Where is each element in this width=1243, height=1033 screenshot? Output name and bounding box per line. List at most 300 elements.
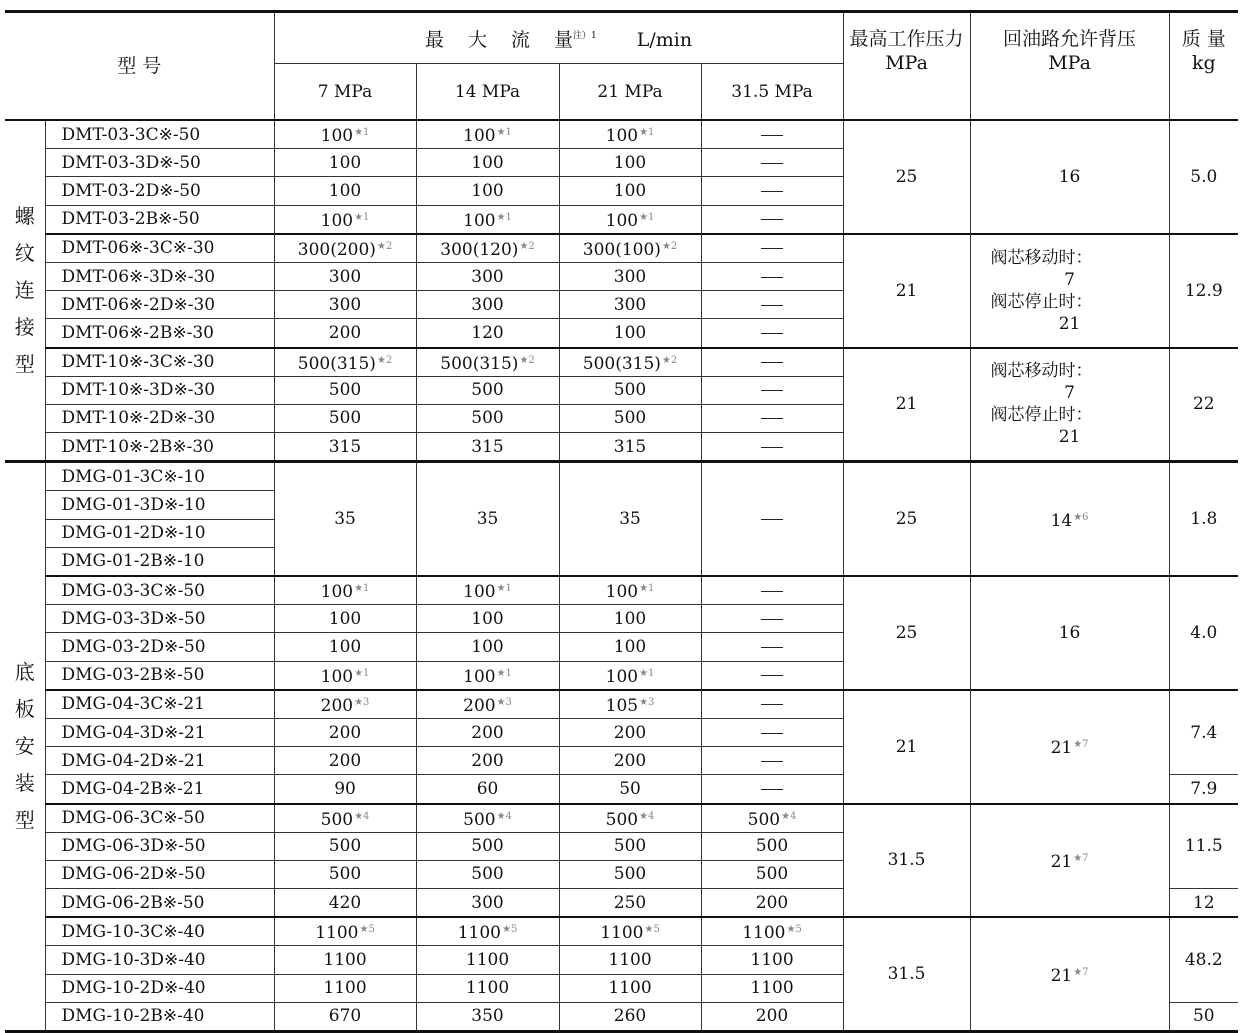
flow-cell <box>416 120 559 149</box>
flow-cell <box>701 234 843 263</box>
flow-cell <box>701 889 843 918</box>
flow-value: 300(200) <box>297 239 376 260</box>
category-threaded <box>5 120 45 462</box>
model-cell: DMT-06※-3D※-30 <box>45 262 274 290</box>
footnote-star: ★1 <box>354 127 370 139</box>
model-cell: DMG-01-3D※-10 <box>45 491 274 519</box>
footnote-star: ★4 <box>639 810 655 822</box>
flow-value: 1100 <box>465 978 510 999</box>
flow-cell <box>416 319 559 348</box>
footnote-star: ★7 <box>1073 852 1089 864</box>
flow-cell <box>559 832 701 860</box>
mass-cell: 22 <box>1169 348 1238 462</box>
flow-value: 500 <box>613 408 647 429</box>
flow-value: 100 <box>463 126 496 147</box>
flow-cell <box>416 205 559 234</box>
flow-value: 100 <box>613 322 647 343</box>
model-cell: DMG-06-3D※-50 <box>45 832 274 860</box>
footnote-star: ★4 <box>781 810 797 822</box>
model-cell: DMT-10※-3C※-30 <box>45 348 274 377</box>
footnote-star: ★5 <box>359 924 375 936</box>
header-mass: 质 量 kg <box>1169 12 1238 121</box>
back-pressure-line: 阀芯移动时： <box>990 247 1093 268</box>
table-row <box>5 462 1238 491</box>
flow-value: 1100 <box>323 978 367 999</box>
flow-value: 500 <box>613 836 647 857</box>
flow-value: 670 <box>328 1006 362 1027</box>
flow-cell <box>416 860 559 888</box>
flow-cell <box>559 149 701 177</box>
back-pressure-cell <box>970 917 1169 1031</box>
flow-value: 315 <box>328 436 362 457</box>
model-cell: DMG-04-3D※-21 <box>45 718 274 746</box>
footnote-star: ★1 <box>354 211 370 223</box>
category-char: 安 <box>14 734 35 759</box>
footnote-star: ★2 <box>376 354 393 366</box>
flow-cell <box>701 177 843 205</box>
dash-mark <box>761 591 783 592</box>
category-char: 装 <box>14 771 35 796</box>
flow-value: 100 <box>320 666 354 687</box>
dash-mark <box>761 305 783 306</box>
flow-cell <box>274 149 416 177</box>
flow-cell <box>416 889 559 918</box>
flow-value: 500 <box>463 809 496 830</box>
flow-value: 100 <box>328 608 362 629</box>
model-cell: DMT-10※-2B※-30 <box>45 433 274 462</box>
flow-cell <box>416 1002 559 1031</box>
flow-value: 100 <box>605 666 639 687</box>
max-pressure-cell: 31.5 <box>843 804 970 918</box>
flow-cell <box>274 262 416 290</box>
flow-cell <box>559 889 701 918</box>
flow-value: 250 <box>613 892 647 913</box>
flow-value: 500 <box>605 809 639 830</box>
dash-mark <box>761 135 783 136</box>
flow-value: 100 <box>463 210 496 231</box>
flow-value: 100 <box>613 152 647 173</box>
back-pressure-value: 21 <box>1050 965 1073 986</box>
flow-cell <box>701 576 843 605</box>
flow-cell <box>274 576 416 605</box>
category-char: 纹 <box>14 241 35 266</box>
flow-cell <box>701 404 843 432</box>
flow-cell <box>416 605 559 633</box>
flow-value: 500(315) <box>582 353 661 374</box>
model-cell: DMT-03-3C※-50 <box>45 120 274 149</box>
header-21mpa: 21 MPa <box>559 64 701 121</box>
model-cell: DMG-04-3C※-21 <box>45 690 274 719</box>
flow-value: 1100 <box>465 950 510 971</box>
flow-value: 500 <box>328 408 362 429</box>
table-row <box>5 576 1238 605</box>
footnote-star: ★2 <box>519 240 535 252</box>
table-row <box>5 917 1238 946</box>
flow-value: 100 <box>328 636 362 657</box>
back-pressure-line: 21 <box>1058 427 1081 448</box>
table-row <box>5 690 1238 719</box>
flow-value: 200 <box>463 695 496 716</box>
flow-cell <box>416 576 559 605</box>
mass-cell: 7.9 <box>1169 775 1238 804</box>
model-cell: DMT-03-2D※-50 <box>45 177 274 205</box>
dash-mark <box>761 418 783 419</box>
mass-cell: 12 <box>1169 889 1238 918</box>
flow-cell <box>559 177 701 205</box>
flow-cell <box>274 205 416 234</box>
flow-value: 50 <box>619 778 641 799</box>
model-cell: DMG-01-2D※-10 <box>45 519 274 547</box>
flow-value: 200 <box>328 722 362 743</box>
back-pressure-line: 7 <box>1064 383 1075 404</box>
max-flow-label: 最 大 流 量注）1 L/min <box>424 29 693 51</box>
flow-value: 1100 <box>608 978 652 999</box>
flow-cell <box>559 404 701 432</box>
dash-mark <box>761 704 783 705</box>
flow-cell <box>701 661 843 690</box>
flow-value: 300 <box>328 266 362 287</box>
flow-value: 315 <box>613 436 647 457</box>
flow-cell <box>416 149 559 177</box>
flow-value: 100 <box>471 608 504 629</box>
flow-cell <box>701 262 843 290</box>
flow-cell <box>416 433 559 462</box>
flow-cell <box>416 348 559 377</box>
flow-cell <box>274 860 416 888</box>
max-pressure-cell: 21 <box>843 348 970 462</box>
dash-mark <box>761 248 783 249</box>
flow-value: 420 <box>328 892 362 913</box>
flow-cell <box>274 661 416 690</box>
dash-mark <box>761 675 783 676</box>
back-pressure-line: 7 <box>1064 269 1075 290</box>
flow-value: 1100 <box>608 950 652 971</box>
flow-cell <box>701 462 843 576</box>
flow-value: 100 <box>471 636 504 657</box>
footnote-star: ★1 <box>496 127 512 139</box>
header-model: 型 号 <box>5 12 274 121</box>
flow-value: 1100 <box>600 923 644 944</box>
flow-cell <box>274 718 416 746</box>
max-pressure-cell: 21 <box>843 690 970 804</box>
header-max-work-pressure: 最高工作压力 MPa <box>843 12 970 121</box>
dash-mark <box>761 390 783 391</box>
flow-cell <box>701 291 843 319</box>
flow-value: 500 <box>755 864 789 885</box>
footnote-star: ★2 <box>376 240 393 252</box>
flow-value: 100 <box>463 582 496 603</box>
flow-value: 350 <box>471 1006 504 1027</box>
flow-cell <box>274 832 416 860</box>
dash-mark <box>761 647 783 648</box>
dash-mark <box>761 333 783 334</box>
flow-cell <box>416 633 559 661</box>
flow-cell <box>701 832 843 860</box>
flow-value: 500 <box>613 380 647 401</box>
flow-value: 260 <box>613 1006 647 1027</box>
flow-cell <box>416 747 559 775</box>
flow-value: 1100 <box>457 923 501 944</box>
flow-cell <box>559 1002 701 1031</box>
flow-cell <box>701 633 843 661</box>
flow-value: 500 <box>471 408 504 429</box>
flow-value: 1100 <box>323 950 367 971</box>
back-pressure-cell <box>970 804 1169 918</box>
flow-value: 100 <box>471 152 504 173</box>
flow-value: 35 <box>334 509 356 530</box>
flow-value: 500 <box>471 836 504 857</box>
flow-cell <box>416 832 559 860</box>
flow-cell <box>559 690 701 719</box>
flow-cell <box>701 120 843 149</box>
flow-cell <box>416 291 559 319</box>
flow-value: 100 <box>605 210 639 231</box>
model-cell: DMT-06※-3C※-30 <box>45 234 274 263</box>
flow-value: 1100 <box>750 978 794 999</box>
flow-value: 105 <box>605 695 639 716</box>
footnote-star: ★3 <box>354 696 370 708</box>
footnote-star: ★1 <box>496 583 512 595</box>
model-cell: DMG-06-3C※-50 <box>45 804 274 833</box>
flow-cell <box>274 917 416 946</box>
mass-cell: 4.0 <box>1169 576 1238 690</box>
flow-cell <box>416 718 559 746</box>
flow-value: 35 <box>619 509 641 530</box>
flow-cell <box>559 205 701 234</box>
flow-value: 90 <box>334 778 356 799</box>
flow-cell <box>559 974 701 1002</box>
model-cell: DMT-06※-2B※-30 <box>45 319 274 348</box>
model-cell: DMG-04-2D※-21 <box>45 747 274 775</box>
flow-cell <box>559 319 701 348</box>
flow-value: 100 <box>320 126 354 147</box>
flow-value: 200 <box>755 892 789 913</box>
flow-cell <box>701 804 843 833</box>
flow-cell <box>701 376 843 404</box>
flow-cell <box>701 605 843 633</box>
flow-value: 500 <box>613 864 647 885</box>
flow-cell <box>274 747 416 775</box>
flow-cell <box>701 1002 843 1031</box>
flow-cell <box>701 718 843 746</box>
flow-cell <box>416 917 559 946</box>
flow-cell <box>559 718 701 746</box>
max-pressure-cell: 25 <box>843 576 970 690</box>
flow-value: 500 <box>471 864 504 885</box>
flow-value: 100 <box>328 152 362 173</box>
category-char: 板 <box>14 697 35 722</box>
spec-table <box>5 10 1238 1033</box>
category-char: 底 <box>14 660 35 685</box>
header-back-pressure: 回油路允许背压 MPa <box>970 12 1169 121</box>
category-char: 型 <box>14 352 35 377</box>
flow-value: 100 <box>320 210 354 231</box>
model-cell: DMG-10-3C※-40 <box>45 917 274 946</box>
table-row <box>5 804 1238 833</box>
flow-cell <box>701 860 843 888</box>
back-pressure-cell <box>970 462 1169 576</box>
flow-cell <box>274 690 416 719</box>
category-char: 螺 <box>14 204 35 229</box>
flow-value: 1100 <box>742 923 786 944</box>
flow-value: 315 <box>471 436 504 457</box>
flow-cell <box>559 946 701 974</box>
flow-value: 1100 <box>315 923 359 944</box>
flow-value: 300(100) <box>582 239 661 260</box>
flow-value: 1100 <box>750 950 794 971</box>
model-cell: DMG-04-2B※-21 <box>45 775 274 804</box>
flow-cell <box>416 661 559 690</box>
flow-cell <box>559 605 701 633</box>
flow-cell <box>559 120 701 149</box>
category-char: 型 <box>14 808 35 833</box>
flow-value: 100 <box>320 582 354 603</box>
flow-cell <box>416 234 559 263</box>
footnote-star: ★3 <box>639 696 655 708</box>
dash-mark <box>761 761 783 762</box>
flow-cell <box>274 348 416 377</box>
flow-value: 500 <box>328 380 362 401</box>
flow-cell <box>559 234 701 263</box>
footnote-star: ★1 <box>639 211 655 223</box>
flow-cell <box>416 262 559 290</box>
flow-value: 300 <box>471 266 504 287</box>
back-pressure-cell <box>970 576 1169 690</box>
flow-cell <box>274 633 416 661</box>
flow-cell <box>416 404 559 432</box>
footnote-star: ★6 <box>1073 511 1089 523</box>
flow-cell <box>559 633 701 661</box>
flow-cell <box>701 946 843 974</box>
flow-value: 200 <box>328 750 362 771</box>
flow-value: 200 <box>471 722 504 743</box>
flow-cell <box>559 348 701 377</box>
flow-value: 500(315) <box>297 353 376 374</box>
flow-cell <box>274 775 416 804</box>
footnote-star: ★4 <box>496 810 512 822</box>
flow-cell <box>274 177 416 205</box>
back-pressure-value: 16 <box>1058 166 1081 187</box>
flow-cell <box>274 946 416 974</box>
flow-cell <box>701 747 843 775</box>
flow-value: 300 <box>328 294 362 315</box>
header-31-5mpa: 31.5 MPa <box>701 64 843 121</box>
flow-cell <box>701 205 843 234</box>
footnote-star: ★1 <box>639 667 655 679</box>
flow-cell <box>416 946 559 974</box>
model-cell: DMG-03-3D※-50 <box>45 605 274 633</box>
mass-cell: 48.2 <box>1169 917 1238 1002</box>
flow-cell <box>274 605 416 633</box>
flow-cell <box>274 291 416 319</box>
category-subplate <box>5 462 45 1032</box>
footnote-star: ★7 <box>1073 739 1089 751</box>
flow-cell <box>274 120 416 149</box>
category-char: 连 <box>14 278 35 303</box>
flow-value: 500 <box>320 809 354 830</box>
flow-value: 500 <box>755 836 789 857</box>
flow-cell <box>559 661 701 690</box>
dash-mark <box>761 219 783 220</box>
model-cell: DMG-10-2D※-40 <box>45 974 274 1002</box>
dash-mark <box>761 789 783 790</box>
back-pressure-cell <box>970 690 1169 804</box>
model-cell: DMG-01-2B※-10 <box>45 547 274 576</box>
footnote-star: ★1 <box>496 667 512 679</box>
flow-value: 120 <box>471 322 504 343</box>
model-cell: DMT-03-2B※-50 <box>45 205 274 234</box>
flow-cell <box>274 404 416 432</box>
dash-mark <box>761 519 783 520</box>
flow-cell <box>274 234 416 263</box>
flow-cell <box>274 433 416 462</box>
flow-cell <box>559 291 701 319</box>
model-cell: DMG-01-3C※-10 <box>45 462 274 491</box>
table-row <box>5 234 1238 263</box>
flow-value: 500 <box>471 380 504 401</box>
flow-value: 300 <box>471 294 504 315</box>
footnote-star: ★2 <box>519 354 535 366</box>
flow-value: 200 <box>613 722 647 743</box>
flow-value: 100 <box>613 180 647 201</box>
back-pressure-line: 阀芯停止时： <box>990 291 1093 312</box>
model-cell: DMG-03-3C※-50 <box>45 576 274 605</box>
flow-cell <box>274 462 416 576</box>
back-pressure-line: 21 <box>1058 313 1081 334</box>
flow-value: 300 <box>613 294 647 315</box>
mass-cell: 7.4 <box>1169 690 1238 775</box>
flow-cell <box>274 974 416 1002</box>
flow-cell <box>559 747 701 775</box>
mass-cell: 5.0 <box>1169 120 1238 234</box>
footnote-star: ★3 <box>496 696 512 708</box>
flow-value: 100 <box>605 582 639 603</box>
dash-mark <box>761 277 783 278</box>
flow-cell <box>416 462 559 576</box>
flow-cell <box>701 775 843 804</box>
flow-value: 100 <box>613 636 647 657</box>
dash-mark <box>761 733 783 734</box>
flow-value: 500 <box>328 864 362 885</box>
footnote-star: ★1 <box>354 583 370 595</box>
flow-cell <box>416 804 559 833</box>
back-pressure-value: 14 <box>1050 510 1073 531</box>
flow-cell <box>274 319 416 348</box>
model-cell: DMG-10-3D※-40 <box>45 946 274 974</box>
header-14mpa: 14 MPa <box>416 64 559 121</box>
model-cell: DMG-06-2B※-50 <box>45 889 274 918</box>
flow-cell <box>701 917 843 946</box>
flow-cell <box>701 690 843 719</box>
mass-cell: 12.9 <box>1169 234 1238 348</box>
flow-cell <box>559 262 701 290</box>
mass-cell: 50 <box>1169 1002 1238 1031</box>
dash-mark <box>761 447 783 448</box>
mass-cell: 11.5 <box>1169 804 1238 889</box>
dash-mark <box>761 362 783 363</box>
flow-value: 100 <box>463 666 496 687</box>
footnote-star: ★4 <box>354 810 370 822</box>
footnote-star: ★5 <box>644 924 660 936</box>
flow-value: 100 <box>613 608 647 629</box>
flow-cell <box>559 804 701 833</box>
footnote-star: ★1 <box>354 667 370 679</box>
table-row <box>5 120 1238 149</box>
footnote-star: ★5 <box>501 924 518 936</box>
flow-cell <box>416 376 559 404</box>
back-pressure-value: 21 <box>1050 851 1073 872</box>
model-cell: DMT-10※-2D※-30 <box>45 404 274 432</box>
